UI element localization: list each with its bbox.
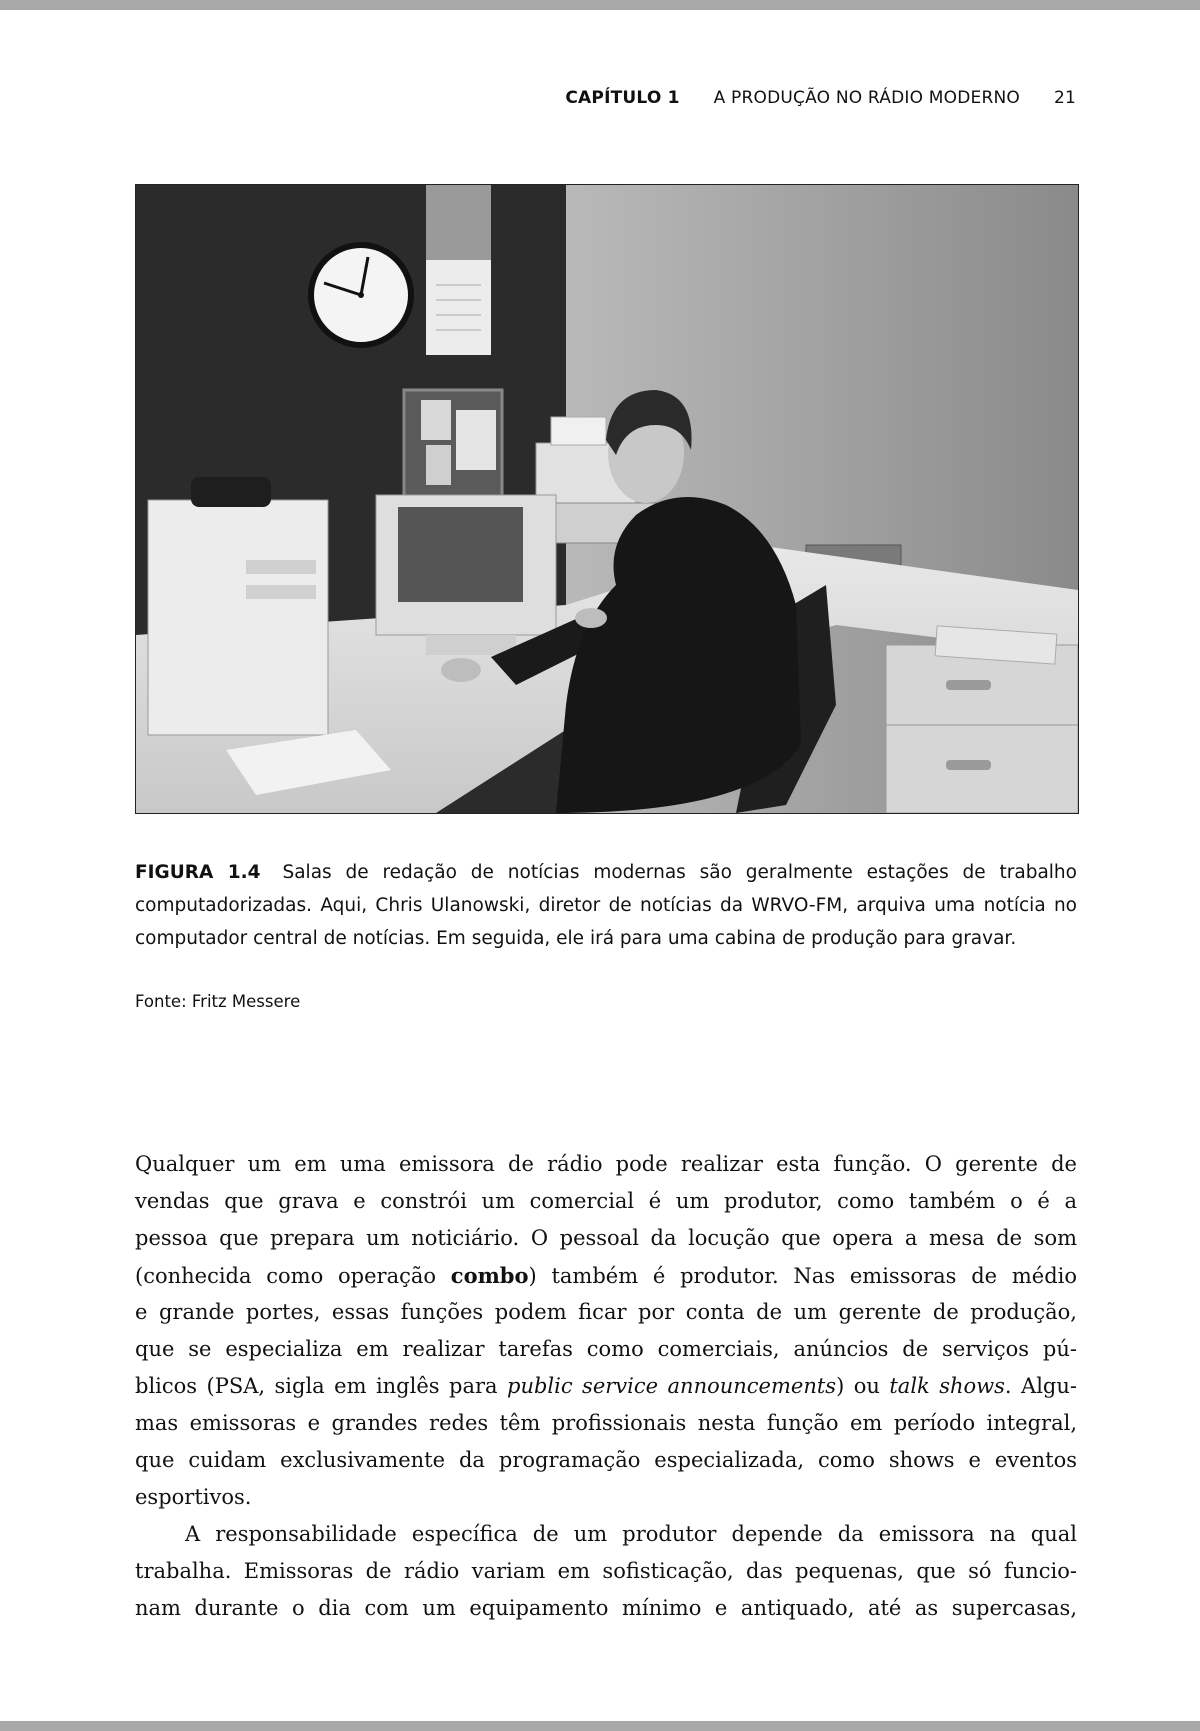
paragraph-2-line: nam durante o dia com um equipamento mínimo e antiquado, até as supercasas, — [135, 1596, 1077, 1620]
body-text — [135, 1146, 1077, 1627]
figure-source: Fonte: Fritz Messere — [135, 992, 301, 1011]
paragraph-1-line: pessoa que prepara um noticiário. O pessoal da locução que opera a mesa de som — [135, 1226, 1077, 1250]
newsroom-photo — [135, 184, 1079, 814]
crt-monitor — [376, 495, 556, 655]
chapter-title: A PRODUÇÃO NO RÁDIO MODERNO — [713, 88, 1020, 108]
drawer-cabinet — [886, 645, 1078, 813]
text-run: ) também é produtor. Nas emissoras de médio — [528, 1264, 1078, 1288]
tape-dispenser — [191, 477, 271, 507]
paragraph-1-line: e grande portes, essas funções podem ficar por conta de um gerente de produção, — [135, 1300, 1077, 1324]
figure-caption — [135, 856, 1077, 955]
paragraph-1-line: mas emissoras e grandes redes têm profissionais nesta função em período integral, — [135, 1411, 1077, 1435]
text-run: (conhecida como operação — [135, 1264, 451, 1288]
term-combo: combo — [450, 1263, 529, 1288]
text-run: ) ou — [836, 1374, 890, 1398]
paragraph-1-line: que cuidam exclusivamente da programação especializada, como shows e eventos — [135, 1448, 1077, 1472]
book-page — [0, 10, 1200, 1721]
term-talk-shows: talk shows — [889, 1374, 1005, 1398]
computer-tower — [148, 500, 328, 735]
paragraph-1-line: esportivos. — [135, 1485, 252, 1509]
paragraph-2-line: trabalha. Emissoras de rádio variam em sofisticação, das pequenas, que só funcio- — [135, 1559, 1077, 1583]
bulletin-board — [404, 390, 502, 500]
paragraph-2-line: A responsabilidade específica de um produtor depende da emissora na qual — [185, 1522, 1077, 1546]
figure-caption-text: Salas de redação de notícias modernas são geralmente estações de trabalho computadorizadas. Aqui, Chris Ulanowski, diretor de notícias da WRVO-FM, arquiva uma notícia no computador central de notícias. Em seguida, ele irá para uma cabina de produção para gravar. — [135, 862, 1077, 949]
term-psa: public service announcements — [507, 1374, 837, 1398]
figure-label: FIGURA 1.4 — [135, 862, 261, 883]
newsroom-photo-illustration — [136, 185, 1078, 813]
paragraph-1-line — [135, 1368, 1077, 1405]
paragraph-1-line: vendas que grava e constrói um comercial é um produtor, como também o é a — [135, 1189, 1077, 1213]
wall-calendar — [426, 185, 491, 355]
paragraph-1-line: que se especializa em realizar tarefas como comerciais, anúncios de serviços pú- — [135, 1337, 1077, 1361]
running-header — [565, 88, 1076, 108]
paragraph-1-line: Qualquer um em uma emissora de rádio pode realizar esta função. O gerente de — [135, 1152, 1077, 1176]
paragraph-1-line — [135, 1257, 1077, 1294]
wall-clock — [311, 245, 411, 345]
chapter-label: CAPÍTULO 1 — [565, 88, 680, 108]
page-number: 21 — [1053, 88, 1076, 108]
text-run: blicos (PSA, sigla em inglês para — [135, 1374, 507, 1398]
text-run: . Algu- — [1004, 1374, 1077, 1398]
